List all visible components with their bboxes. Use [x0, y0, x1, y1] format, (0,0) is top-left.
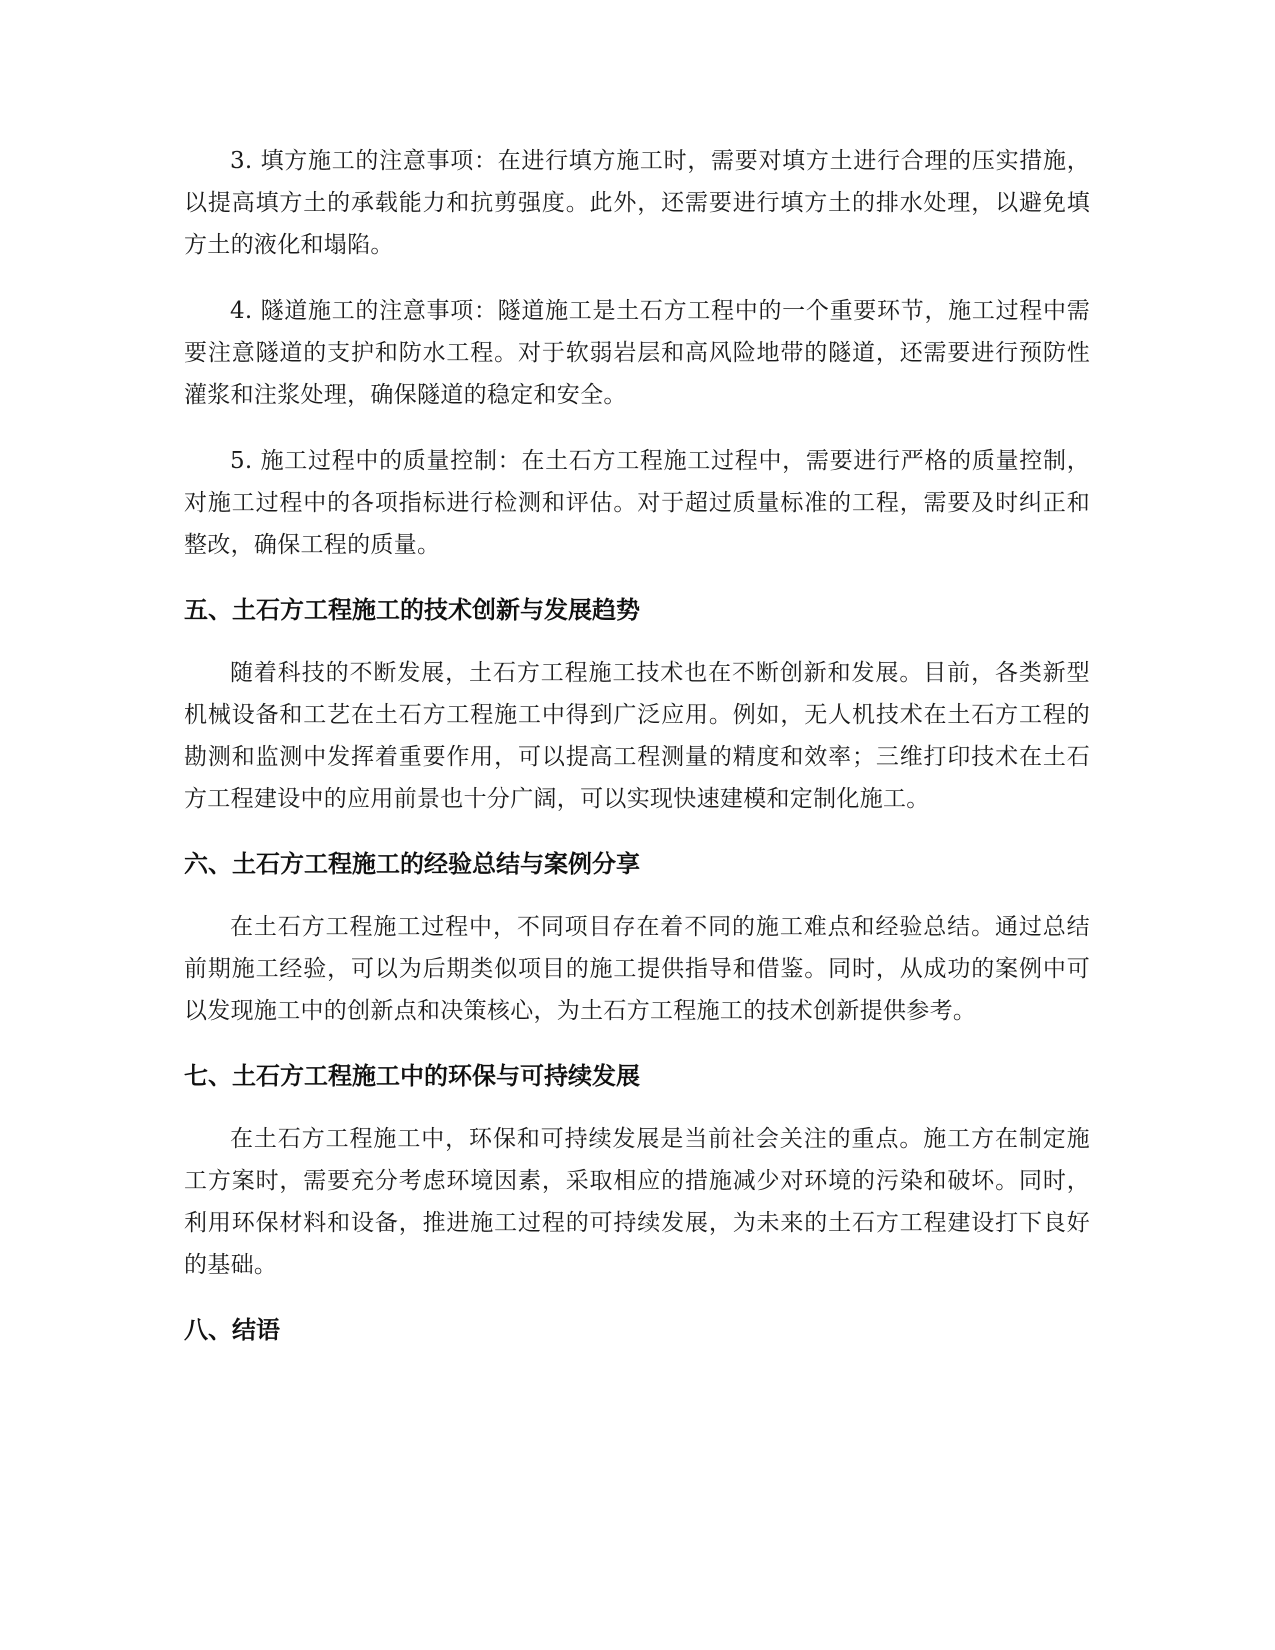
- section-heading-8: 八、结语: [184, 1316, 280, 1344]
- paragraph-fill-construction: 3. 填方施工的注意事项：在进行填方施工时，需要对填方土进行合理的压实措施，以提高填方土的承载能力和抗剪强度。此外，还需要进行填方土的排水处理，以避免填方土的液化和塌陷。: [184, 148, 1090, 258]
- paragraph-tunnel-construction: 4. 隧道施工的注意事项：隧道施工是土石方工程中的一个重要环节，施工过程中需要注意隧道的支护和防水工程。对于软弱岩层和高风险地带的隧道，还需要进行预防性灌浆和注浆处理，确保隧道的稳定和安全。: [184, 298, 1090, 408]
- section-heading-5: 五、土石方工程施工的技术创新与发展趋势: [184, 596, 640, 624]
- section-heading-6: 六、土石方工程施工的经验总结与案例分享: [184, 850, 640, 878]
- paragraph-tech-innovation: 随着科技的不断发展，土石方工程施工技术也在不断创新和发展。目前，各类新型机械设备和工艺在土石方工程施工中得到广泛应用。例如，无人机技术在土石方工程的勘测和监测中发挥着重要作用，可以提高工程测量的精度和效率；三维打印技术在土石方工程建设中的应用前景也十分广阔，可以实现快速建模和定制化施工。: [184, 660, 1090, 812]
- document-page: [184, 140, 1090, 1372]
- paragraph-environmental: 在土石方工程施工中，环保和可持续发展是当前社会关注的重点。施工方在制定施工方案时，需要充分考虑环境因素，采取相应的措施减少对环境的污染和破坏。同时，利用环保材料和设备，推进施工过程的可持续发展，为未来的土石方工程建设打下良好的基础。: [184, 1126, 1090, 1278]
- paragraph-quality-control: 5. 施工过程中的质量控制：在土石方工程施工过程中，需要进行严格的质量控制，对施工过程中的各项指标进行检测和评估。对于超过质量标准的工程，需要及时纠正和整改，确保工程的质量。: [184, 448, 1090, 558]
- section-heading-7: 七、土石方工程施工中的环保与可持续发展: [184, 1062, 640, 1090]
- paragraph-experience-summary: 在土石方工程施工过程中，不同项目存在着不同的施工难点和经验总结。通过总结前期施工经验，可以为后期类似项目的施工提供指导和借鉴。同时，从成功的案例中可以发现施工中的创新点和决策核心，为土石方工程施工的技术创新提供参考。: [184, 914, 1090, 1024]
